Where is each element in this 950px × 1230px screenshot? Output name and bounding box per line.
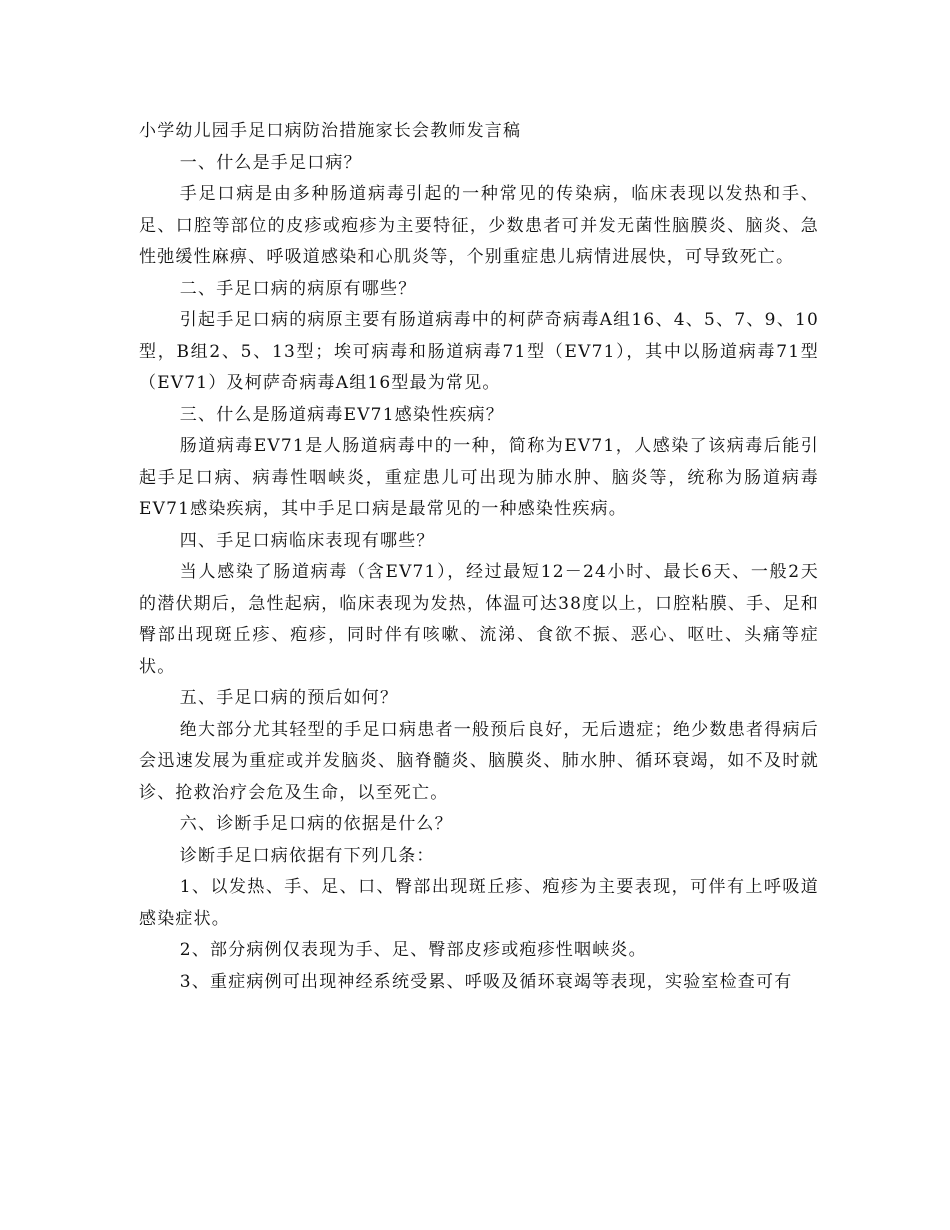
section-heading-5: 五、手足口病的预后如何？ [179, 688, 399, 708]
paragraph-6-intro: 诊断手足口病依据有下列几条： [179, 845, 435, 866]
paragraph-3: 肠道病毒EV71是人肠道病毒中的一种，简称为EV71，人感染了该病毒后能引起手足口病、病毒性咽峡炎，重症患儿可出现为肺水肿、脑炎等，统称为肠道病毒EV71感染疾病，其中手足口病是最常见的一种感染性疾病。 [139, 436, 819, 519]
list-item-3: 3、重症病例可出现神经系统受累、呼吸及循环衰竭等表现，实验室检查可有 [179, 971, 793, 992]
document-title: 小学幼儿园手足口病防治措施家长会教师发言稿 [139, 121, 522, 141]
list-item-1: 1、以发热、手、足、口、臀部出现斑丘疹、疱疹为主要表现，可伴有上呼吸道感染症状。 [139, 877, 819, 929]
paragraph-2: 引起手足口病的病原主要有肠道病毒中的柯萨奇病毒A组16、4、5、7、9、10型，B组2、5、13型；埃可病毒和肠道病毒71型（EV71），其中以肠道病毒71型（EV71）及柯萨奇病毒A组16型最为常见。 [139, 310, 819, 393]
document-body [139, 116, 819, 998]
section-heading-4: 四、手足口病临床表现有哪些？ [179, 530, 435, 551]
list-item-2: 2、部分病例仅表现为手、足、臀部皮疹或疱疹性咽峡炎。 [179, 940, 647, 960]
section-heading-6: 六、诊断手足口病的依据是什么？ [179, 814, 453, 834]
section-heading-3: 三、什么是肠道病毒EV71感染性疾病？ [179, 404, 504, 425]
paragraph-5: 绝大部分尤其轻型的手足口病患者一般预后良好，无后遗症；绝少数患者得病后会迅速发展为重症或并发脑炎、脑脊髓炎、脑膜炎、肺水肿、循环衰竭，如不及时就诊、抢救治疗会危及生命，以至死亡。 [139, 719, 819, 803]
paragraph-4: 当人感染了肠道病毒（含EV71），经过最短12－24小时、最长6天、一般2天的潜伏期后，急性起病，临床表现为发热，体温可达38度以上，口腔粘膜、手、足和臀部出现斑丘疹、疱疹，同时伴有咳嗽、流涕、食欲不振、恶心、呕吐、头痛等症状。 [139, 562, 819, 677]
section-heading-2: 二、手足口病的病原有哪些？ [179, 278, 417, 299]
paragraph-1: 手足口病是由多种肠道病毒引起的一种常见的传染病，临床表现以发热和手、足、口腔等部位的皮疹或疱疹为主要特征，少数患者可并发无菌性脑膜炎、脑炎、急性弛缓性麻痹、呼吸道感染和心肌炎等，个别重症患儿病情进展快，可导致死亡。 [139, 184, 819, 267]
section-heading-1: 一、什么是手足口病？ [179, 152, 362, 173]
